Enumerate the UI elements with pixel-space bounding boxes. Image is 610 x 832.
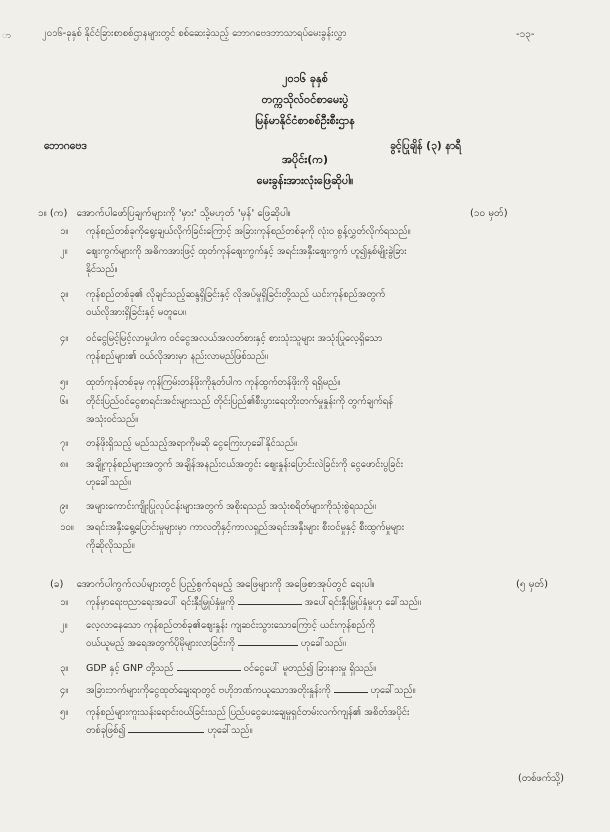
time-allowed: ခွင့်ပြုချိန် (၃) နာရီ xyxy=(390,140,462,152)
answer-blank xyxy=(177,660,241,671)
list-item: ၅။ ထုတ်ကုန်တစ်ခုမှ ကုန်ကြမ်းတန်ဖိုးကိုနုတ်ပါက ကုန်ထွက်တန်ဖိုးကို ရရှိမည်။ xyxy=(60,377,341,388)
section-instruction: မေးခွန်းအားလုံးဖြေဆိုပါ။ xyxy=(256,174,354,187)
fill-in-item: ၃။ GDP နှင့် GNP တို့သည် ဝင်ငွေပေါ် မူတည်၍ ခြားနားမှု ရှိသည်။ xyxy=(60,660,376,678)
question-number: (ခ) xyxy=(50,579,64,590)
question-prompt: အောက်ပါကွက်လပ်များတွင် ပြည့်စွက်ရမည့် အဖြေများကို အဖြေစာအုပ်တွင် ရေးပါ။ xyxy=(76,579,375,590)
subject-label: ဘောဂဗေဒ xyxy=(44,140,87,152)
question-1a-heading xyxy=(38,206,291,221)
answer-blank xyxy=(128,722,204,733)
answer-blank xyxy=(238,635,298,646)
exam-name: တက္ကသိုလ်ဝင်စာမေးပွဲ xyxy=(261,93,349,106)
fill-in-item: ၄။ အခြားဘက်များကိုငွေထုတ်ချေးရာတွင် ဗဟိုဘဏ်ကယူသောအတိုးနှုန်းကို ဟုခေါ်သည်။ xyxy=(60,682,416,700)
list-item: ၇။ တန်ဖိုးရှိသည့် မည်သည့်အရာကိုမဆို ငွေကြေးဟုခေါ်နိုင်သည်။ xyxy=(60,438,298,449)
list-item: ၆။ တိုင်းပြည်ဝင်ငွေစာရင်းအင်းများသည် တိုင်းပြည်၏စီးပွားရေးတိုးတက်မှုနှုန်းကို တွက်ချက်ရန် အသုံးဝင်သည်။ xyxy=(60,396,393,425)
question-1a-marks: (၁၀ မှတ်) xyxy=(470,208,508,219)
page-number: -၁၃- xyxy=(516,29,535,40)
exam-board: မြန်မာနိုင်ငံစာစစ်ဦးစီးဌာန xyxy=(255,114,355,127)
list-item: ၁၀။ အရင်းအနှီးရွေ့ပြောင်းမှုများမှာ ကာလတိုနှင့်ကာလရှည်အရင်းအနှီးများ စီးဝင်မှုနှင့် စီးထွက်မှုများ ကိုဆိုလိုသည်။ xyxy=(60,522,405,551)
fill-in-item: ၂။ လေ့လာနေသော ကုန်စည်တစ်ခု၏ဈေးနှုန်း ကျဆင်းသွားသောကြောင့် ယင်းကုန်စည်ကို ဝယ်ယူမည့် အရေအတွက်ပိုမိုများလာခြင်းကို ဟုခေါ်သည်။ xyxy=(60,620,375,649)
fill-in-item: ၁။ ကုန်မှာရေးဗညာရေးအပေါ် ရင်းနှီးမြှုပ်နှံမှုကို အပေါ်ရင်းနှီးမြှုပ်နှံမှုဟု ခေါ်သည်။ xyxy=(60,594,421,612)
question-1b-heading xyxy=(50,577,375,592)
list-item: ၂။ ဈေးကွက်များကို အဓိကအားဖြင့် ထုတ်ကုန်ဈေးကွက်နှင့် အရင်းအနှီးဈေးကွက် ဟူ၍နှစ်မျိုးခွဲခြား နိုင်သည်။ xyxy=(60,246,407,275)
continue-note: (တစ်ဖက်သို့) xyxy=(518,773,564,784)
fill-in-item: ၅။ ကုန်စည်များကူးသန်းရောင်းဝယ်ခြင်းသည် ပြည်ပငွေပေးချေမှုရှင်တမ်းလက်ကျန်၏ အစိတ်အပိုင်း တစ်ခုဖြစ်၍ ဟုခေါ်သည်။ xyxy=(60,707,410,736)
edge-mark: ာ xyxy=(2,31,12,41)
list-item: ၁။ ကုန်စည်တစ်ခုကိုရွေးချယ်လိုက်ခြင်းကြောင့် အခြားကုန်စည်တစ်ခုကို လုံးဝ စွန့်လွှတ်လိုက်ရသည်။ xyxy=(60,226,411,237)
question-prompt: အောက်ပါဖော်ပြချက်များကို 'မှား' သို့မဟုတ် 'မှန်' ဖြေဆိုပါ။ xyxy=(76,208,291,219)
question-number: ၁။ (က) xyxy=(38,208,68,219)
list-item: ၈။ အချို့ကုန်စည်များအတွက် အချိန်အနည်းငယ်အတွင်း ဈေးနှုန်းပြောင်းလဲခြင်းကို ငွေဖောင်းပွခြင်း ဟုခေါ်သည်။ xyxy=(60,459,404,488)
exam-year: ၂၀၁၆ ခုနှစ် xyxy=(282,72,328,85)
section-title: အပိုင်း(က) xyxy=(281,153,329,166)
list-item: ၃။ ကုန်စည်တစ်ခု၏ လိုချင်သည့်ဆန္ဒရှိခြင်းနှင့် လိုအပ်မှုရှိခြင်းတို့သည် ယင်းကုန်စည်အတွက် ဝယ်လိုအားရှိခြင်းနှင့် မတူပေ။ xyxy=(60,289,386,318)
list-item: ၄။ ဝင်ငွေမြင့်မြင့်လာမှုပါက ဝင်ငွေအလယ်အလတ်စားနှင့် စားသုံးသူများ အသုံးပြုလေ့ရှိသော ကုန်စည်များ၏ ဝယ်လိုအားမှာ နည်းလာမည်ဖြစ်သည်။ xyxy=(60,333,383,362)
answer-blank xyxy=(238,594,302,605)
answer-blank xyxy=(334,682,368,693)
question-1b-marks: (၅ မှတ်) xyxy=(516,579,549,590)
list-item: ၉။ အများကောင်းကျိုးပြုလုပ်ငန်းများအတွက် အစိုးရသည် အသုံးစရိတ်များကိုသုံးစွဲရသည်။ xyxy=(60,501,376,512)
running-header: ၂၀၁၆-ခုနှစ် နိုင်ငံခြားစာစစ်ဌာနများတွင် စစ်ဆေးခဲ့သည့် ဘောဂဗေဒဘာသာရပ်မေးခွန်းလွှာ xyxy=(42,28,347,39)
